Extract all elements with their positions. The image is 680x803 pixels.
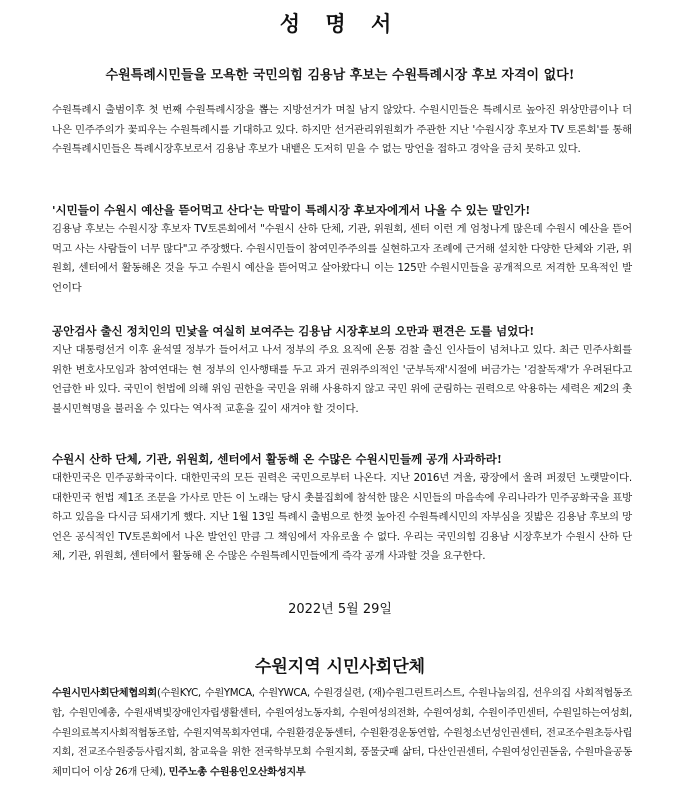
headline: 수원특례시민들을 모욕한 국민의힘 김용남 후보는 수원특례시장 후보 자격이 없다! bbox=[105, 68, 575, 83]
signatory-title: 수원지역 시민사회단체 bbox=[254, 657, 426, 677]
intro-section bbox=[52, 101, 632, 160]
section-1-heading: '시민들이 수원시 예산을 뜯어먹고 산다'는 막말이 특례시장 후보자에게서 나올 수 있는 말인가! bbox=[52, 203, 531, 217]
section-3 bbox=[52, 450, 632, 567]
document-title: 성 명 서 bbox=[279, 11, 401, 36]
section-1-body: 김용남 후보는 수원시장 후보자 TV토론회에서 "수원시 산하 단체, 기관, 위원회, 센터 이런 게 엄청나게 많은데 수원시 예산을 뜯어먹고 사는 사람들이 너무 많다"고 주장했다. 수원시민들이 참여민주주의를 실현하고자 조례에 근거해 설치한 다양한 단체와 기관, 위원회, 센터에서 활동해온 것을 두고 수원시 예산을 뜯어먹고 살아왔다니 이는 125만 수원시민들을 공개적으로 저격한 모욕적인 발언이다 bbox=[52, 223, 632, 294]
statement-date: 2022년 5월 29일 bbox=[288, 602, 392, 617]
intro-paragraph: 수원특례시 출범이후 첫 번째 수원특례시장을 뽑는 지방선거가 며칠 남지 않았다. 수원시민들은 특례시로 높아진 위상만큼이나 더 나은 민주주의가 꽃피우는 수원특례시를 기대하고 있다. 하지만 선거관리위원회가 주관한 지난 '수원시장 후보자 TV 토론회'를 통해 수원특례시민들은 특례시장후보로서 김용남 후보가 내뱉은 도저히 믿을 수 없는 망언을 접하고 경악을 금치 못하고 있다. bbox=[52, 104, 632, 155]
section-2 bbox=[52, 322, 632, 419]
section-1 bbox=[52, 201, 632, 298]
section-3-heading: 수원시 산하 단체, 기관, 위원회, 센터에서 활동해 온 수많은 수원시민들께 공개 사과하라! bbox=[52, 452, 502, 466]
organization-list-members: (수원KYC, 수원YMCA, 수원YWCA, 수원경실련, (재)수원그린트러스트, 수원나눔의집, 선우의집 사회적협동조합, 수원민예총, 수원새벽빛장애인자립생활센터, 수원여성노동자회, 수원여성의전화, 수원여성회, 수원이주민센터, 수원일하는여성회, 수원의료복지사회적협동조합, 수원지역목회자연대, 수원환경운동센터, 수원환경운동연합, 수원청소년성인권센터, 전교조수원초등사립지회, 전교조수원중등사립지회, 참교육을 위한 전국학부모회 수원지회, 풍물굿패 삶터, 다산인권센터, 수원여성인권돋움, 수원마을공동체미디어 이상 26개 단체), bbox=[52, 688, 632, 779]
section-3-body: 대한민국은 민주공화국이다. 대한민국의 모든 권력은 국민으로부터 나온다. 지난 2016년 겨울, 광장에서 울려 퍼졌던 노랫말이다. 대한민국 헌법 제1조 조문을 가사로 만든 이 노래는 당시 촛불집회에 참석한 많은 시민들의 마음속에 우리나라가 민주공화국을 표방하고 있음을 다시금 되새기게 했다. 지난 1월 13일 특례시 출범으로 한껏 높아진 수원특례시민의 자부심을 짓밟은 김용남 후보의 망언은 공식적인 TV토론회에서 나온 발언인 만큼 그 책임에서 자유로울 수 없다. 우리는 국민의힘 김용남 시장후보가 수원시 산하 단체, 기관, 위원회, 센터에서 활동해 온 수많은 수원특례시민들에게 즉각 공개 사과할 것을 요구한다. bbox=[52, 472, 632, 562]
organization-list-lead: 수원시민사회단체협의회 bbox=[52, 688, 157, 699]
section-2-body: 지난 대통령선거 이후 윤석열 정부가 들어서고 나서 정부의 주요 요직에 온통 검찰 출신 인사들이 넘쳐나고 있다. 최근 민주사회를 위한 변호사모임과 참여연대는 현 정부의 인사행태를 두고 과거 권위주의적인 '군부독재'시절에 버금가는 '검찰독재'가 우려된다고 언급한 바 있다. 국민이 헌법에 의해 위임 권한을 국민을 위해 사용하지 않고 국민 위에 군림하는 권력으로 악용하는 세력은 제2의 촛불시민혁명을 불러올 수 있다는 역사적 교훈을 깊이 새겨야 할 것이다. bbox=[52, 344, 633, 415]
organization-list bbox=[52, 684, 632, 783]
organization-list-tail: 민주노총 수원용인오산화성지부 bbox=[168, 767, 306, 779]
section-2-heading: 공안검사 출신 정치인의 민낯을 여실히 보여주는 김용남 시장후보의 오만과 편견은 도를 넘었다! bbox=[52, 324, 535, 338]
